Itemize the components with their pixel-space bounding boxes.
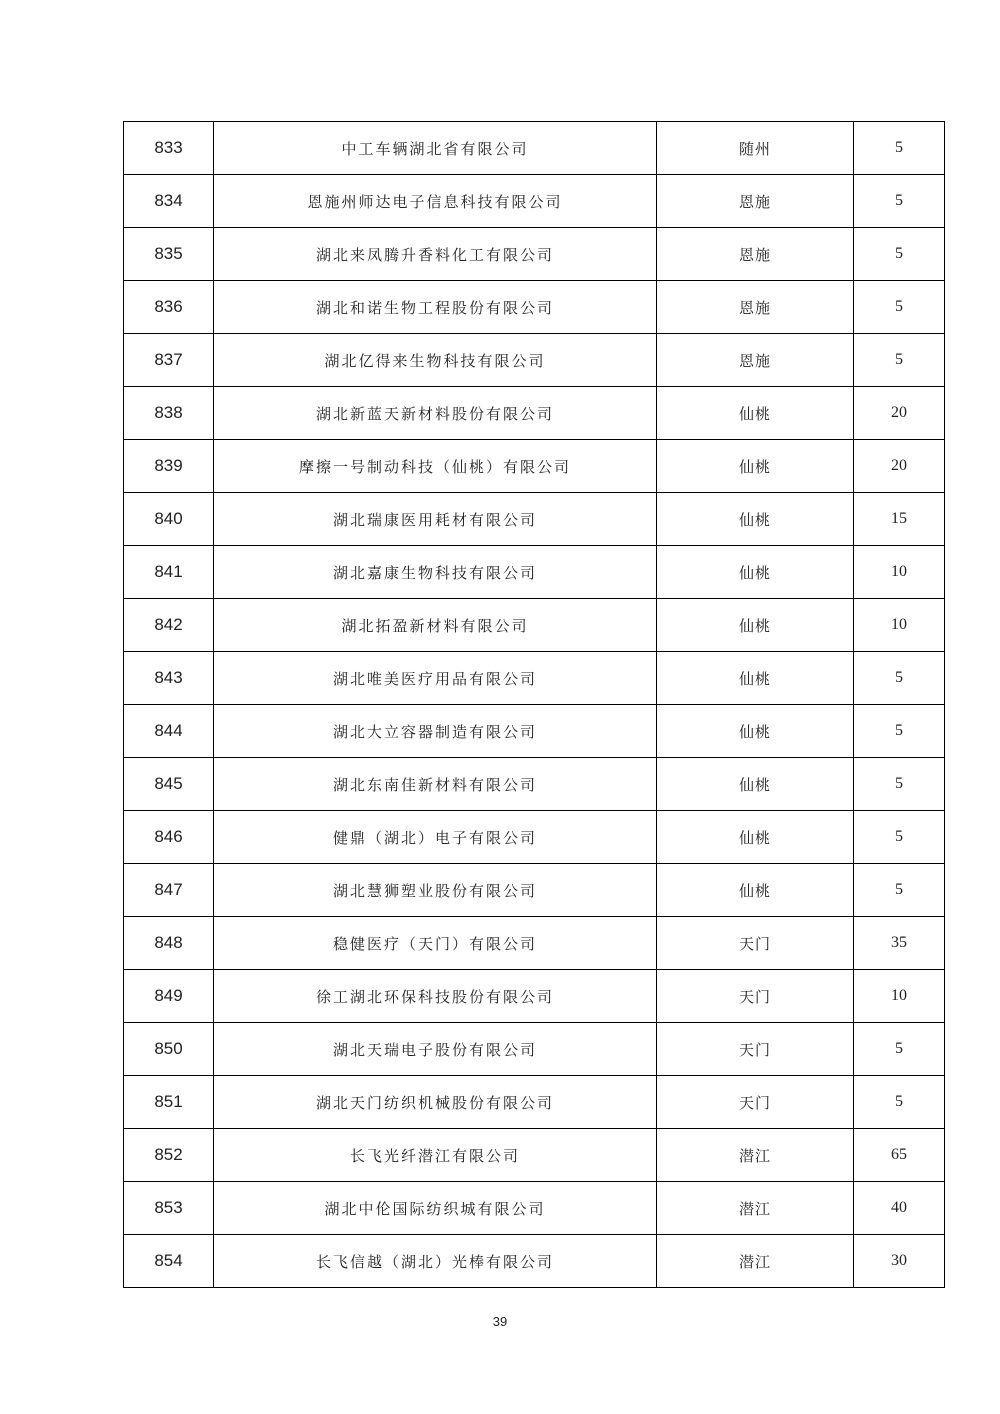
- row-number-cell: 833: [124, 122, 214, 175]
- row-number-cell: 852: [124, 1129, 214, 1182]
- table-row: [124, 599, 945, 652]
- city-cell: 天门: [657, 970, 854, 1023]
- city-cell: 仙桃: [657, 811, 854, 864]
- table-row: [124, 122, 945, 175]
- company-name-cell: 摩擦一号制动科技（仙桃）有限公司: [214, 440, 657, 493]
- quota-value-cell: 5: [854, 122, 945, 175]
- company-table: [123, 121, 945, 1288]
- table-row: [124, 917, 945, 970]
- row-number-cell: 836: [124, 281, 214, 334]
- company-name-cell: 稳健医疗（天门）有限公司: [214, 917, 657, 970]
- quota-value-cell: 5: [854, 811, 945, 864]
- quota-value-cell: 5: [854, 705, 945, 758]
- table-row: [124, 1023, 945, 1076]
- table-row: [124, 1182, 945, 1235]
- company-name-cell: 健鼎（湖北）电子有限公司: [214, 811, 657, 864]
- company-name-cell: 湖北和诺生物工程股份有限公司: [214, 281, 657, 334]
- table-row: [124, 228, 945, 281]
- table-row: [124, 546, 945, 599]
- company-name-cell: 中工车辆湖北省有限公司: [214, 122, 657, 175]
- row-number-cell: 846: [124, 811, 214, 864]
- company-name-cell: 湖北亿得来生物科技有限公司: [214, 334, 657, 387]
- row-number-cell: 842: [124, 599, 214, 652]
- city-cell: 天门: [657, 1023, 854, 1076]
- quota-value-cell: 20: [854, 387, 945, 440]
- table-row: [124, 334, 945, 387]
- company-name-cell: 徐工湖北环保科技股份有限公司: [214, 970, 657, 1023]
- quota-value-cell: 5: [854, 1076, 945, 1129]
- table-row: [124, 758, 945, 811]
- company-name-cell: 湖北唯美医疗用品有限公司: [214, 652, 657, 705]
- city-cell: 仙桃: [657, 705, 854, 758]
- company-name-cell: 长飞信越（湖北）光棒有限公司: [214, 1235, 657, 1288]
- row-number-cell: 841: [124, 546, 214, 599]
- quota-value-cell: 20: [854, 440, 945, 493]
- quota-value-cell: 35: [854, 917, 945, 970]
- table-row: [124, 652, 945, 705]
- row-number-cell: 843: [124, 652, 214, 705]
- row-number-cell: 837: [124, 334, 214, 387]
- quota-value-cell: 10: [854, 970, 945, 1023]
- company-name-cell: 湖北慧狮塑业股份有限公司: [214, 864, 657, 917]
- quota-value-cell: 5: [854, 652, 945, 705]
- row-number-cell: 838: [124, 387, 214, 440]
- company-name-cell: 湖北天门纺织机械股份有限公司: [214, 1076, 657, 1129]
- company-name-cell: 恩施州师达电子信息科技有限公司: [214, 175, 657, 228]
- table-row: [124, 175, 945, 228]
- quota-value-cell: 15: [854, 493, 945, 546]
- quota-value-cell: 40: [854, 1182, 945, 1235]
- quota-value-cell: 5: [854, 228, 945, 281]
- row-number-cell: 850: [124, 1023, 214, 1076]
- table-row: [124, 387, 945, 440]
- table-row: [124, 705, 945, 758]
- city-cell: 恩施: [657, 281, 854, 334]
- city-cell: 仙桃: [657, 652, 854, 705]
- company-name-cell: 湖北新蓝天新材料股份有限公司: [214, 387, 657, 440]
- row-number-cell: 851: [124, 1076, 214, 1129]
- company-name-cell: 长飞光纤潜江有限公司: [214, 1129, 657, 1182]
- city-cell: 仙桃: [657, 440, 854, 493]
- company-name-cell: 湖北拓盈新材料有限公司: [214, 599, 657, 652]
- company-name-cell: 湖北来凤腾升香料化工有限公司: [214, 228, 657, 281]
- quota-value-cell: 5: [854, 1023, 945, 1076]
- row-number-cell: 853: [124, 1182, 214, 1235]
- city-cell: 潜江: [657, 1129, 854, 1182]
- table-row: [124, 864, 945, 917]
- row-number-cell: 834: [124, 175, 214, 228]
- company-name-cell: 湖北天瑞电子股份有限公司: [214, 1023, 657, 1076]
- city-cell: 仙桃: [657, 758, 854, 811]
- row-number-cell: 845: [124, 758, 214, 811]
- city-cell: 仙桃: [657, 387, 854, 440]
- city-cell: 恩施: [657, 175, 854, 228]
- company-name-cell: 湖北中伦国际纺织城有限公司: [214, 1182, 657, 1235]
- table-row: [124, 1235, 945, 1288]
- company-name-cell: 湖北大立容器制造有限公司: [214, 705, 657, 758]
- company-name-cell: 湖北嘉康生物科技有限公司: [214, 546, 657, 599]
- table-body: [124, 122, 945, 1288]
- city-cell: 仙桃: [657, 864, 854, 917]
- page-number: 39: [492, 1314, 508, 1329]
- table-row: [124, 1076, 945, 1129]
- quota-value-cell: 5: [854, 281, 945, 334]
- quota-value-cell: 5: [854, 175, 945, 228]
- row-number-cell: 844: [124, 705, 214, 758]
- city-cell: 仙桃: [657, 493, 854, 546]
- quota-value-cell: 5: [854, 758, 945, 811]
- quota-value-cell: 10: [854, 546, 945, 599]
- city-cell: 天门: [657, 1076, 854, 1129]
- city-cell: 恩施: [657, 334, 854, 387]
- city-cell: 随州: [657, 122, 854, 175]
- city-cell: 仙桃: [657, 599, 854, 652]
- city-cell: 潜江: [657, 1235, 854, 1288]
- quota-value-cell: 30: [854, 1235, 945, 1288]
- company-name-cell: 湖北瑞康医用耗材有限公司: [214, 493, 657, 546]
- quota-value-cell: 5: [854, 334, 945, 387]
- table-row: [124, 281, 945, 334]
- company-name-cell: 湖北东南佳新材料有限公司: [214, 758, 657, 811]
- city-cell: 恩施: [657, 228, 854, 281]
- table-row: [124, 811, 945, 864]
- city-cell: 仙桃: [657, 546, 854, 599]
- quota-value-cell: 65: [854, 1129, 945, 1182]
- row-number-cell: 854: [124, 1235, 214, 1288]
- row-number-cell: 849: [124, 970, 214, 1023]
- city-cell: 天门: [657, 917, 854, 970]
- row-number-cell: 839: [124, 440, 214, 493]
- table-row: [124, 1129, 945, 1182]
- quota-value-cell: 10: [854, 599, 945, 652]
- row-number-cell: 847: [124, 864, 214, 917]
- row-number-cell: 840: [124, 493, 214, 546]
- table-row: [124, 970, 945, 1023]
- row-number-cell: 848: [124, 917, 214, 970]
- quota-value-cell: 5: [854, 864, 945, 917]
- city-cell: 潜江: [657, 1182, 854, 1235]
- table-row: [124, 440, 945, 493]
- row-number-cell: 835: [124, 228, 214, 281]
- table-row: [124, 493, 945, 546]
